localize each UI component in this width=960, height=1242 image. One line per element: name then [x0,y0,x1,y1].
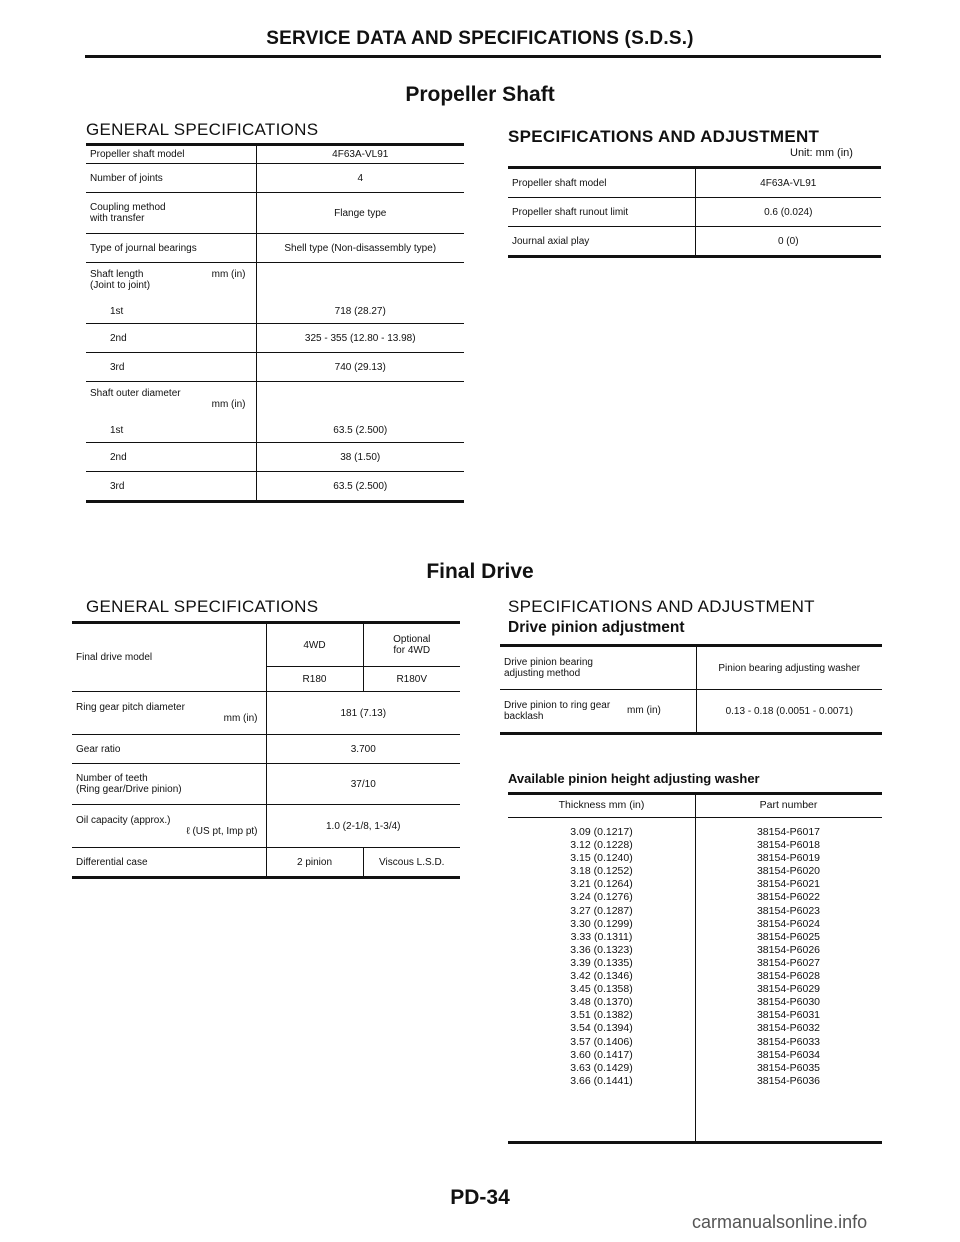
final-drive-title: Final Drive [426,560,534,583]
fd-general-heading: GENERAL SPECIFICATIONS [86,597,319,616]
row-label: 1st [86,418,256,443]
fd-ring-label: Ring gear pitch diameter [76,702,185,713]
washer-part-number: 38154-P6035 [756,1061,821,1074]
washer-heading: Available pinion height adjusting washer [508,771,760,786]
washer-thickness: 3.57 (0.1406) [570,1035,633,1048]
fd-ring-unit: mm (in) [223,713,258,724]
washer-thickness: 3.15 (0.1240) [570,852,633,865]
washer-thickness: 3.24 (0.1276) [570,891,633,904]
row-value: 718 (28.27) [256,299,464,324]
fd-ring-value: 181 (7.13) [266,692,460,735]
washer-thickness: 3.18 (0.1252) [570,865,633,878]
header-rule [85,55,881,58]
prop-general-heading: GENERAL SPECIFICATIONS [86,120,319,139]
fd-backlash-value: 0.13 - 0.18 (0.0051 - 0.0071) [696,690,882,734]
washer-thickness: 3.66 (0.1441) [570,1074,633,1087]
row-value: 0.6 (0.024) [695,198,881,227]
washer-part-number: 38154-P6034 [756,1048,821,1061]
washer-part-number: 38154-P6032 [756,1022,821,1035]
shaft-length-unit: mm (in) [211,269,246,280]
fd-diff-label: Differential case [72,848,266,878]
fd-teeth-label: Number of teeth (Ring gear/Drive pinion) [72,764,266,805]
washer-thickness: 3.27 (0.1287) [570,904,633,917]
row-label: Propeller shaft model [508,168,695,198]
washer-part-number: 38154-P6022 [756,891,821,904]
washer-part-number: 38154-P6036 [756,1074,821,1087]
row-label: Type of journal bearings [86,234,256,263]
fd-teeth-value: 37/10 [266,764,460,805]
row-label: 3rd [86,472,256,502]
fd-model-label: Final drive model [72,623,266,692]
row-value: Flange type [256,193,464,234]
fd-col1: 4WD [266,623,363,667]
washer-part-number: 38154-P6033 [756,1035,821,1048]
washer-part-number: 38154-P6023 [756,904,821,917]
row-label: 2nd [86,324,256,353]
fd-adjustment-table [500,644,882,735]
washer-thickness-list [508,826,695,1088]
row-label: Propeller shaft runout limit [508,198,695,227]
washer-thickness: 3.33 (0.1311) [570,930,633,943]
fd-bearing-label: Drive pinion bearing adjusting method [500,646,696,690]
washer-part-list [695,826,882,1088]
row-label: Propeller shaft model [86,145,256,164]
washer-thickness: 3.12 (0.1228) [570,839,633,852]
fd-oil-label: Oil capacity (approx.) [76,815,171,826]
washer-part-number: 38154-P6031 [756,1009,821,1022]
row-value: 63.5 (2.500) [256,418,464,443]
fd-model2: R180V [363,667,460,692]
washer-thickness: 3.54 (0.1394) [570,1022,633,1035]
row-value: 325 - 355 (12.80 - 13.98) [256,324,464,353]
fd-backlash-label: Drive pinion to ring gear backlash [504,700,611,722]
row-label: Number of joints [86,164,256,193]
washer-bottom-rule [508,1141,882,1144]
fd-ratio-label: Gear ratio [72,735,266,764]
washer-col-thickness: Thickness mm (in) [558,799,645,811]
washer-thickness: 3.63 (0.1429) [570,1061,633,1074]
washer-thickness: 3.51 (0.1382) [570,1009,633,1022]
fd-general-table [72,621,460,879]
washer-thickness: 3.30 (0.1299) [570,917,633,930]
fd-ratio-value: 3.700 [266,735,460,764]
washer-part-number: 38154-P6019 [756,852,821,865]
outer-diameter-unit: mm (in) [211,399,246,410]
washer-col-part: Part number [759,799,818,811]
fd-col2: Optional for 4WD [363,623,460,667]
washer-thickness: 3.48 (0.1370) [570,996,633,1009]
row-label: Journal axial play [508,227,695,257]
row-value: 4F63A-VL91 [256,145,464,164]
washer-thickness: 3.45 (0.1358) [570,983,633,996]
row-label: 2nd [86,443,256,472]
row-value: 63.5 (2.500) [256,472,464,502]
row-value: 4F63A-VL91 [695,168,881,198]
propeller-shaft-title: Propeller Shaft [405,83,555,106]
outer-diameter-label: Shaft outer diameter [90,388,181,399]
fd-adjustment-subheading: Drive pinion adjustment [508,619,685,636]
fd-backlash-unit: mm (in) [627,705,661,716]
washer-thickness: 3.21 (0.1264) [570,878,633,891]
washer-thickness: 3.36 (0.1323) [570,943,633,956]
fd-bearing-value: Pinion bearing adjusting washer [696,646,882,690]
washer-part-number: 38154-P6026 [756,943,821,956]
washer-part-number: 38154-P6021 [756,878,821,891]
washer-thickness: 3.42 (0.1346) [570,970,633,983]
page-header-title: SERVICE DATA AND SPECIFICATIONS (S.D.S.) [266,28,694,49]
washer-part-number: 38154-P6029 [756,983,821,996]
row-label: 1st [86,299,256,324]
row-value: Shell type (Non-disassembly type) [256,234,464,263]
washer-thickness: 3.09 (0.1217) [570,826,633,838]
washer-part-number: 38154-P6027 [756,956,821,969]
fd-oil-value: 1.0 (2-1/8, 1-3/4) [266,805,460,848]
washer-part-number: 38154-P6030 [756,996,821,1009]
row-value: 0 (0) [695,227,881,257]
washer-part-number: 38154-P6028 [756,970,821,983]
prop-general-table [86,143,464,503]
fd-oil-unit: ℓ (US pt, Imp pt) [186,826,258,837]
fd-adjustment-heading: SPECIFICATIONS AND ADJUSTMENT [508,597,815,616]
page-number: PD-34 [450,1186,510,1209]
washer-part-number: 38154-P6024 [756,917,821,930]
prop-adjustment-table [508,166,881,258]
washer-part-number: 38154-P6018 [756,839,821,852]
fd-diff-value1: 2 pinion [266,848,363,878]
row-value: 4 [256,164,464,193]
shaft-length-label: Shaft length [90,269,144,280]
fd-model1: R180 [266,667,363,692]
shaft-length-sub: (Joint to joint) [90,280,151,291]
washer-thickness: 3.39 (0.1335) [570,956,633,969]
fd-diff-value2: Viscous L.S.D. [363,848,460,878]
washer-thickness: 3.60 (0.1417) [570,1048,633,1061]
washer-part-number: 38154-P6020 [756,865,821,878]
row-value: 740 (29.13) [256,353,464,382]
row-value: 38 (1.50) [256,443,464,472]
row-label: 3rd [86,353,256,382]
watermark: carmanualsonline.info [692,1212,868,1232]
prop-adjustment-heading: SPECIFICATIONS AND ADJUSTMENT [508,127,820,146]
washer-part-number: 38154-P6025 [756,930,821,943]
washer-part-number: 38154-P6017 [756,826,821,838]
prop-adjustment-unit: Unit: mm (in) [790,147,853,159]
row-label: Coupling method with transfer [86,193,256,234]
